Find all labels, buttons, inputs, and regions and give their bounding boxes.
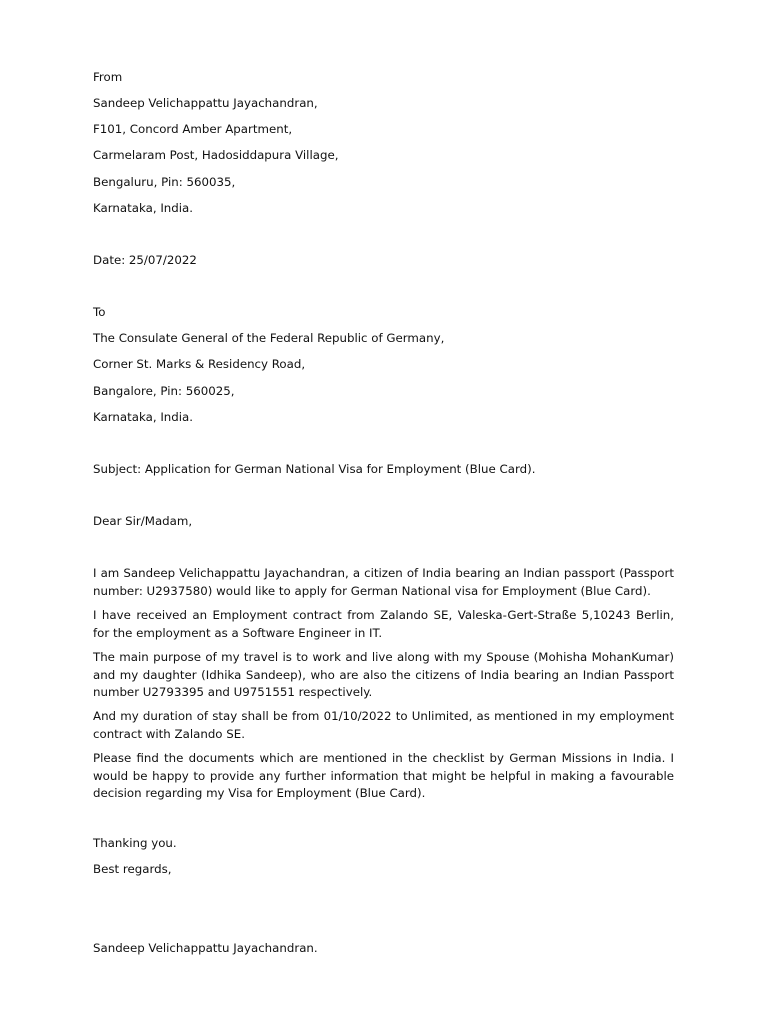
body-paragraph-2: I have received an Employment contract from Zalando SE, Valeska-Gert-Straße 5,10243 Berlin, for the employment as a Software Engineer in IT. (93, 608, 674, 640)
signature-name: Sandeep Velichappattu Jayachandran. (93, 941, 318, 955)
from-label: From (93, 70, 123, 84)
letter-date: Date: 25/07/2022 (93, 253, 197, 267)
recipient-line3: Bangalore, Pin: 560025, (93, 384, 235, 398)
subject-line: Subject: Applicati̇on for German Nati̇onal Visa for Employment (Blue Card). (93, 462, 536, 476)
sender-name: Sandeep Velichappattu Jayachandran, (93, 96, 318, 110)
recipient-line2: Corner St. Marks & Residency Road, (93, 357, 306, 371)
closing-regards: Best regards, (93, 862, 172, 876)
to-label: To (93, 305, 106, 319)
sender-address-line3: Bengaluru, Pin: 560035, (93, 175, 236, 189)
salutation: Dear Sir/Madam, (93, 514, 193, 528)
sender-address-line2: Carmelaram Post, Hadosiddapura Village, (93, 148, 339, 162)
body-paragraph-4: And my durati̇on of stay shall be from 01/10/2022 to Unlimited, as menti̇oned in my employment contract with Zalando SE. (93, 709, 674, 741)
sender-address-line1: F101, Concord Amber Apartment, (93, 122, 293, 136)
body-paragraph-5: Please find the documents which are menti̇oned in the checklist by German Missions in India. I would be happy to provide any further information that might be helpful in making a favourable decision regarding my Visa for Employment (Blue Card). (93, 751, 674, 800)
sender-address-line4: Karnataka, India. (93, 201, 194, 215)
closing-thanks: Thanking you. (93, 836, 177, 850)
body-paragraph-3: The main purpose of my travel is to work and live along with my Spouse (Mohisha MohanKumar) and my daughter (Idhika Sandeep), who are also the citi̇zens of India bearing an Indian Passport number U2793395 and U9751551 respecti̇vely. (93, 650, 674, 699)
body-paragraph-1: I am Sandeep Velichappattu Jayachandran, a citi̇zen of India bearing an Indian passport (Passport number: U2937580) would like to apply for German Nati̇onal visa for Employment (Blue Card). (93, 566, 674, 598)
recipient-line4: Karnataka, India. (93, 410, 194, 424)
recipient-line1: The Consulate General of the Federal Republic of Germany, (93, 331, 445, 345)
